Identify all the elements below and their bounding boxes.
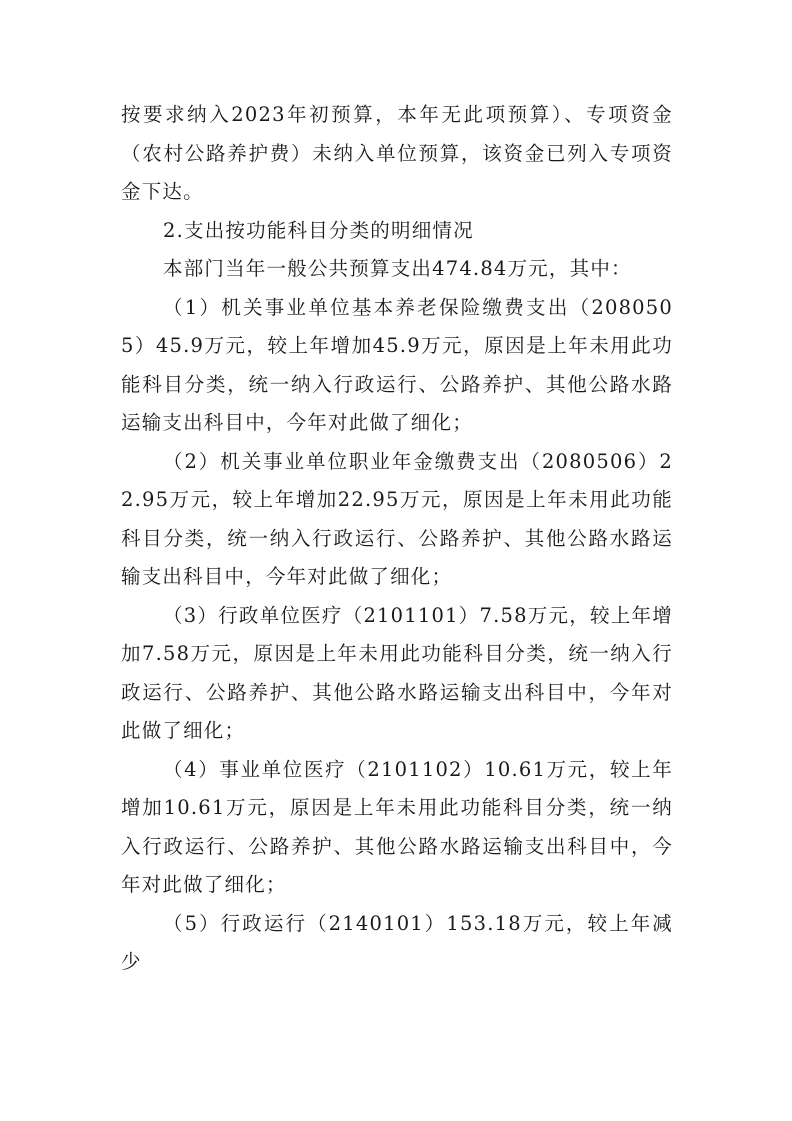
paragraph-item-1: （1）机关事业单位基本养老保险缴费支出（2080505）45.9万元，较上年增加45.9万元，原因是上年未用此功能科目分类，统一纳入行政运行、公路养护、其他公路水路运输支出科目中，今年对此做了细化； xyxy=(121,295,673,434)
section-heading: 2.支出按功能科目分类的明细情况 xyxy=(163,218,474,242)
paragraph-summary: 本部门当年一般公共预算支出474.84万元，其中： xyxy=(163,257,632,280)
paragraph-item-2: （2）机关事业单位职业年金缴费支出（2080506）22.95万元，较上年增加22.95万元，原因是上年未用此功能科目分类，统一纳入行政运行、公路养护、其他公路水路运输支出科目中，今年对此做了细化； xyxy=(121,449,673,588)
paragraph-item-4: （4）事业单位医疗（2101102）10.61万元，较上年增加10.61万元，原因是上年未用此功能科目分类，统一纳入行政运行、公路养护、其他公路水路运输支出科目中，今年对此做了细化； xyxy=(121,757,673,896)
document-body xyxy=(121,96,673,982)
paragraph-item-3: （3）行政单位医疗（2101101）7.58万元，较上年增加7.58万元，原因是上年未用此功能科目分类，统一纳入行政运行、公路养护、其他公路水路运输支出科目中，今年对此做了细化； xyxy=(121,603,673,742)
paragraph-continuation: 按要求纳入2023年初预算，本年无此项预算）、专项资金（农村公路养护费）未纳入单位预算，该资金已列入专项资金下达。 xyxy=(121,103,673,203)
paragraph-item-5: （5）行政运行（2140101）153.18万元，较上年减少 xyxy=(121,911,673,973)
